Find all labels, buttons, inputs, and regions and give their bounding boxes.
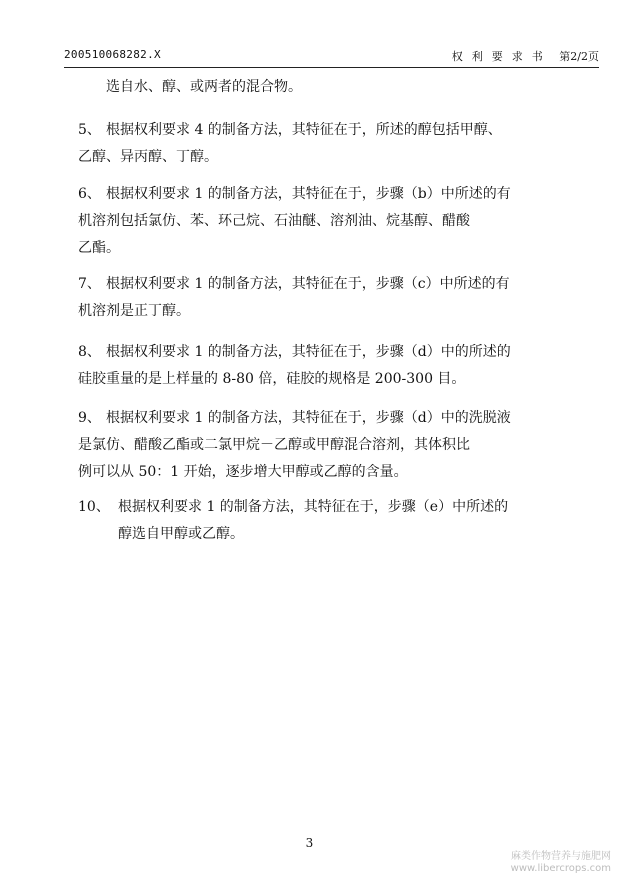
- claim-5: [78, 117, 528, 171]
- document-title: 权利要求书: [451, 50, 552, 63]
- claim-line: 根据权利要求 1 的制备方法，其特征在于，步骤（b）中所述的有: [106, 186, 511, 202]
- claim-number: 6、: [78, 186, 101, 202]
- watermark: [511, 851, 611, 875]
- claim-8: [78, 339, 528, 393]
- claim-line: 乙酯。: [78, 240, 120, 256]
- claim-line: 例可以从 50：1 开始，逐步增大甲醇或乙醇的含量。: [78, 464, 408, 480]
- claim-line: 根据权利要求 1 的制备方法，其特征在于，步骤（c）中所述的有: [106, 276, 510, 292]
- claim-line: 根据权利要求 1 的制备方法，其特征在于，步骤（d）中的洗脱液: [106, 410, 511, 426]
- claim-line: 根据权利要求 1 的制备方法，其特征在于，步骤（e）中所述的: [118, 499, 509, 515]
- claim-number: 10、: [78, 499, 110, 515]
- header-divider: [64, 67, 599, 68]
- page-number: 3: [305, 836, 314, 850]
- watermark-site-name: 麻类作物营养与施肥网: [511, 851, 611, 862]
- claim-line: 硅胶重量的是上样量的 8-80 倍，硅胶的规格是 200-300 目。: [78, 371, 466, 387]
- claim-number: 7、: [78, 276, 101, 292]
- claim-10: [78, 494, 528, 548]
- claim-line: 醇选自甲醇或乙醇。: [118, 526, 244, 542]
- page-header: [64, 48, 599, 66]
- claim-line: 机溶剂是正丁醇。: [78, 303, 190, 319]
- claim-line: 根据权利要求 4 的制备方法，其特征在于，所述的醇包括甲醇、: [106, 122, 502, 138]
- header-right: [452, 48, 599, 64]
- watermark-url: www.libercrops.com: [510, 863, 611, 874]
- page-info: 第2/2页: [559, 50, 599, 63]
- claim-number: 5、: [78, 122, 101, 138]
- claim-6: [78, 181, 528, 262]
- claim-number: 9、: [78, 410, 101, 426]
- claim-7: [78, 271, 528, 325]
- claim-9: [78, 405, 528, 486]
- continuation-line: 选自水、醇、或两者的混合物。: [106, 79, 302, 95]
- claim-line: 是氯仿、醋酸乙酯或二氯甲烷－乙醇或甲醇混合溶剂，其体积比: [78, 437, 470, 453]
- claim-line: 根据权利要求 1 的制备方法，其特征在于，步骤（d）中的所述的: [106, 344, 511, 360]
- claim-line: 乙醇、异丙醇、丁醇。: [78, 149, 218, 165]
- claim-number: 8、: [78, 344, 101, 360]
- claim-line: 机溶剂包括氯仿、苯、环己烷、石油醚、溶剂油、烷基醇、醋酸: [78, 213, 470, 229]
- application-number: 200510068282.X: [64, 48, 161, 61]
